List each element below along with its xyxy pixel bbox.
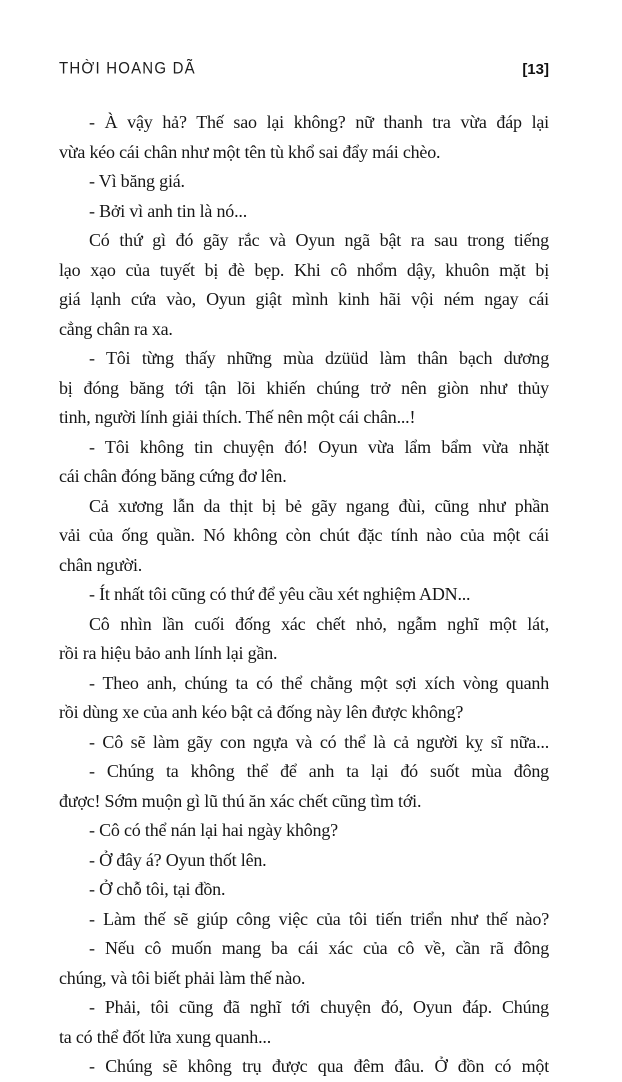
text-line: - Ở đây á? Oyun thốt lên. bbox=[89, 849, 267, 870]
paragraph bbox=[59, 728, 549, 758]
text-line: chân người. bbox=[59, 554, 143, 575]
paragraph bbox=[59, 197, 549, 227]
text-line: - Phải, tôi cũng đã nghĩ tới chuyện đó, Oyun đáp. Chúng bbox=[89, 997, 549, 1017]
paragraph bbox=[59, 1052, 549, 1082]
text-line: rồi ra hiệu bảo anh lính lại gần. bbox=[59, 643, 278, 663]
paragraph bbox=[59, 993, 549, 1052]
paragraph bbox=[59, 580, 549, 610]
text-line: Cả xương lẫn da thịt bị bẻ gãy ngang đùi, cũng như phần bbox=[89, 495, 549, 516]
text-line: cái chân đóng băng cứng đơ lên. bbox=[59, 466, 287, 486]
text-line: ta có thể đốt lửa xung quanh... bbox=[59, 1026, 272, 1047]
text-line: - Theo anh, chúng ta có thể chằng một sợi xích vòng quanh bbox=[89, 672, 549, 693]
running-header bbox=[59, 60, 549, 80]
text-line: Cô nhìn lần cuối đống xác chết nhỏ, ngẫm nghĩ một lát, bbox=[89, 613, 549, 634]
text-line: được! Sớm muộn gì lũ thú ăn xác chết cũng tìm tới. bbox=[59, 790, 422, 811]
text-line: - Tôi không tin chuyện đó! Oyun vừa lẩm bẩm vừa nhặt bbox=[89, 436, 549, 457]
text-line: - Cô có thể nán lại hai ngày không? bbox=[89, 820, 338, 840]
text-line: - Bởi vì anh tin là nó... bbox=[89, 200, 248, 221]
text-line: giá lạnh cứa vào, Oyun giật mình kinh hãi vội ném ngay cái bbox=[59, 289, 549, 309]
text-line: - Chúng ta không thể để anh ta lại đó suốt mùa đông bbox=[89, 761, 549, 781]
paragraph bbox=[59, 492, 549, 581]
paragraph bbox=[59, 757, 549, 816]
text-line: - Nếu cô muốn mang ba cái xác của cô về, cần rã đông bbox=[89, 938, 549, 958]
body-text bbox=[59, 108, 549, 1082]
page-number: [13] bbox=[522, 61, 549, 78]
paragraph bbox=[59, 846, 549, 876]
text-line: cẳng chân ra xa. bbox=[59, 318, 173, 339]
text-line: lạo xạo của tuyết bị đè bẹp. Khi cô nhổm dậy, khuôn mặt bị bbox=[59, 259, 549, 280]
text-line: bị đóng băng tới tận lõi khiến chúng trở nên giòn như thủy bbox=[59, 377, 549, 398]
running-title: THỜI HOANG DÃ bbox=[59, 59, 196, 78]
text-line: Có thứ gì đó gãy rắc và Oyun ngã bật ra sau trong tiếng bbox=[89, 230, 549, 250]
paragraph bbox=[59, 816, 549, 846]
text-line: - Vì băng giá. bbox=[89, 171, 185, 191]
paragraph bbox=[59, 875, 549, 905]
text-line: - À vậy hả? Thế sao lại không? nữ thanh tra vừa đáp lại bbox=[89, 112, 549, 132]
paragraph bbox=[59, 344, 549, 433]
text-line: chúng, và tôi biết phải làm thế nào. bbox=[59, 967, 306, 988]
text-line: - Chúng sẽ không trụ được qua đêm đâu. Ở đồn có một bbox=[89, 1056, 549, 1076]
text-line: vừa kéo cái chân như một tên tù khổ sai đẩy mái chèo. bbox=[59, 141, 441, 162]
text-line: - Cô sẽ làm gãy con ngựa và có thể là cả người kỵ sĩ nữa... bbox=[89, 731, 549, 752]
text-line: - Tôi từng thấy những mùa dzüüd làm thân bạch dương bbox=[89, 348, 549, 368]
text-line: rồi dùng xe của anh kéo bật cả đống này lên được không? bbox=[59, 702, 464, 722]
paragraph bbox=[59, 108, 549, 167]
text-line: - Làm thế sẽ giúp công việc của tôi tiến triển như thế nào? bbox=[89, 908, 549, 929]
text-line: - Ít nhất tôi cũng có thứ để yêu cầu xét nghiệm ADN... bbox=[89, 584, 471, 604]
paragraph bbox=[59, 934, 549, 993]
paragraph bbox=[59, 167, 549, 197]
paragraph bbox=[59, 433, 549, 492]
text-line: tinh, người lính giải thích. Thế nên một cái chân...! bbox=[59, 407, 416, 427]
paragraph bbox=[59, 669, 549, 728]
text-line: - Ở chỗ tôi, tại đồn. bbox=[89, 879, 226, 899]
text-line: vải của ống quần. Nó không còn chút đặc tính nào của một cái bbox=[59, 525, 549, 545]
paragraph bbox=[59, 905, 549, 935]
paragraph bbox=[59, 226, 549, 344]
paragraph bbox=[59, 610, 549, 669]
